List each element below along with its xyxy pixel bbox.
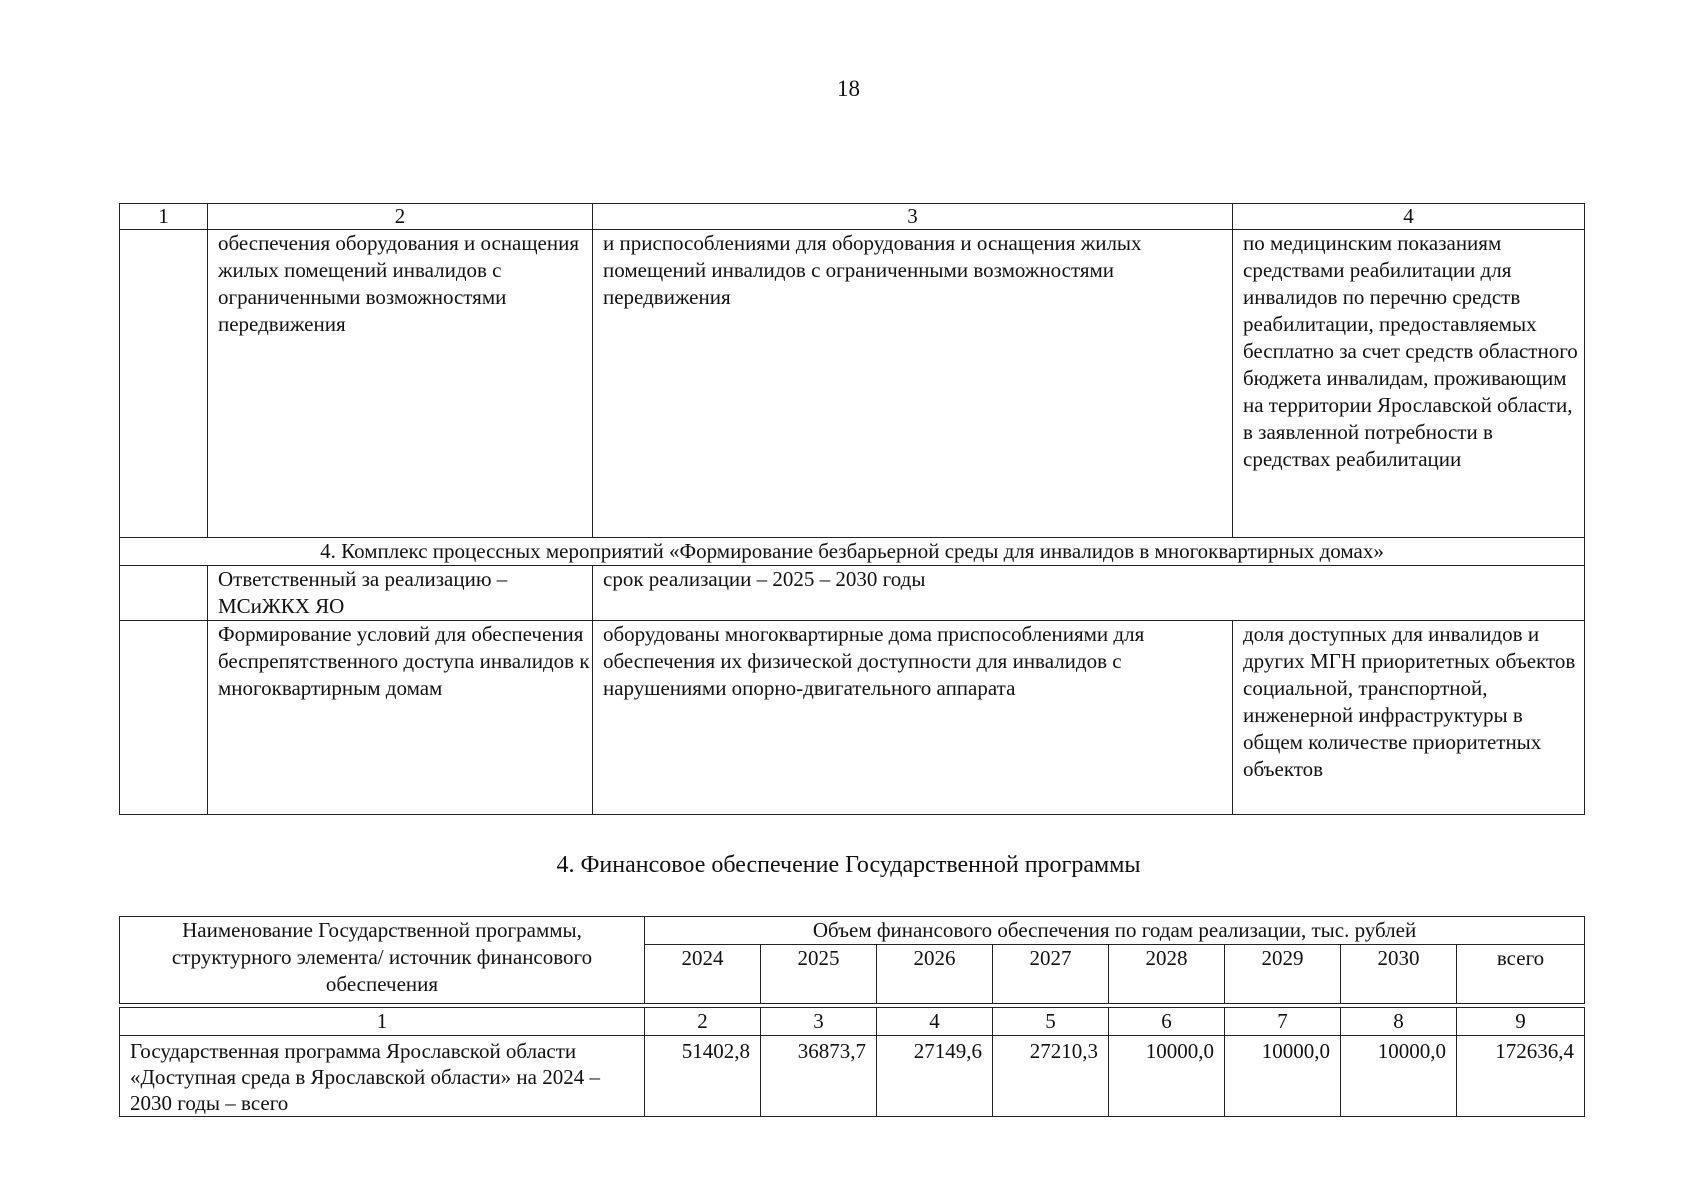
year-header: 2026	[877, 945, 993, 1004]
row-number-cell	[120, 566, 208, 621]
page-number: 18	[837, 76, 860, 101]
indicator-cell: по медицинским показаниям средствами реабилитации для инвалидов по перечню средств реабилитации, предоставляемых бесплатно за счет средств областного бюджета инвалидам, проживающим на территории Ярославской области, в заявленной потребности в средствах реабилитации	[1233, 230, 1585, 538]
table-row	[120, 566, 1585, 621]
year-header: 2029	[1225, 945, 1341, 1004]
financing-table	[119, 916, 1585, 1117]
header-row	[120, 917, 1585, 945]
row-number-cell	[120, 230, 208, 538]
section-title: 4. Комплекс процессных мероприятий «Формирование безбарьерной среды для инвалидов в многоквартирных домах»	[120, 538, 1585, 566]
amount-cell: 10000,0	[1225, 1036, 1341, 1117]
indicator-cell: доля доступных для инвалидов и других МГН приоритетных объектов социальной, транспортной, инженерной инфраструктуры в общем количестве приоритетных объектов	[1233, 621, 1585, 815]
col-number: 4	[1233, 204, 1585, 230]
result-cell: оборудованы многоквартирные дома приспособлениями для обеспечения их физической доступности для инвалидов с нарушениями опорно-двигательного аппарата	[593, 621, 1233, 815]
amount-cell: 27210,3	[993, 1036, 1109, 1117]
amount-cell: 36873,7	[761, 1036, 877, 1117]
col-number: 7	[1225, 1008, 1341, 1036]
table-row	[120, 621, 1585, 815]
amount-cell: 51402,8	[645, 1036, 761, 1117]
table-row	[120, 1036, 1585, 1117]
amount-cell: 10000,0	[1341, 1036, 1457, 1117]
table-row	[120, 230, 1585, 538]
section-heading: 4. Финансовое обеспечение Государственной программы	[556, 852, 1141, 878]
name-header: Наименование Государственной программы, структурного элемента/ источник финансового обеспечения	[120, 917, 645, 1004]
col-number: 3	[593, 204, 1233, 230]
column-number-row	[120, 204, 1585, 230]
col-number: 4	[877, 1008, 993, 1036]
program-name-cell: Государственная программа Ярославской области «Доступная среда в Ярославской области» на 2024 – 2030 годы – всего	[120, 1036, 645, 1117]
year-header: 2027	[993, 945, 1109, 1004]
col-number: 2	[208, 204, 593, 230]
col-number: 1	[120, 1008, 645, 1036]
column-number-row	[120, 1008, 1585, 1036]
col-number: 6	[1109, 1008, 1225, 1036]
activities-table	[119, 203, 1585, 815]
col-number: 2	[645, 1008, 761, 1036]
total-amount-cell: 172636,4	[1457, 1036, 1585, 1117]
col-number: 3	[761, 1008, 877, 1036]
section-row	[120, 538, 1585, 566]
col-number: 8	[1341, 1008, 1457, 1036]
col-number: 1	[120, 204, 208, 230]
task-cell: обеспечения оборудования и оснащения жилых помещений инвалидов с ограниченными возможностями передвижения	[208, 230, 593, 538]
volume-header: Объем финансового обеспечения по годам реализации, тыс. рублей	[645, 917, 1585, 945]
row-number-cell	[120, 621, 208, 815]
year-header: 2028	[1109, 945, 1225, 1004]
responsible-cell: Ответственный за реализацию – МСиЖКХ ЯО	[208, 566, 593, 621]
amount-cell: 10000,0	[1109, 1036, 1225, 1117]
total-header: всего	[1457, 945, 1585, 1004]
task-cell: Формирование условий для обеспечения беспрепятственного доступа инвалидов к многоквартирным домам	[208, 621, 593, 815]
result-cell: и приспособлениями для оборудования и оснащения жилых помещений инвалидов с ограниченными возможностями передвижения	[593, 230, 1233, 538]
col-number: 5	[993, 1008, 1109, 1036]
year-header: 2024	[645, 945, 761, 1004]
col-number: 9	[1457, 1008, 1585, 1036]
term-cell: срок реализации – 2025 – 2030 годы	[593, 566, 1585, 621]
year-header: 2025	[761, 945, 877, 1004]
year-header: 2030	[1341, 945, 1457, 1004]
amount-cell: 27149,6	[877, 1036, 993, 1117]
